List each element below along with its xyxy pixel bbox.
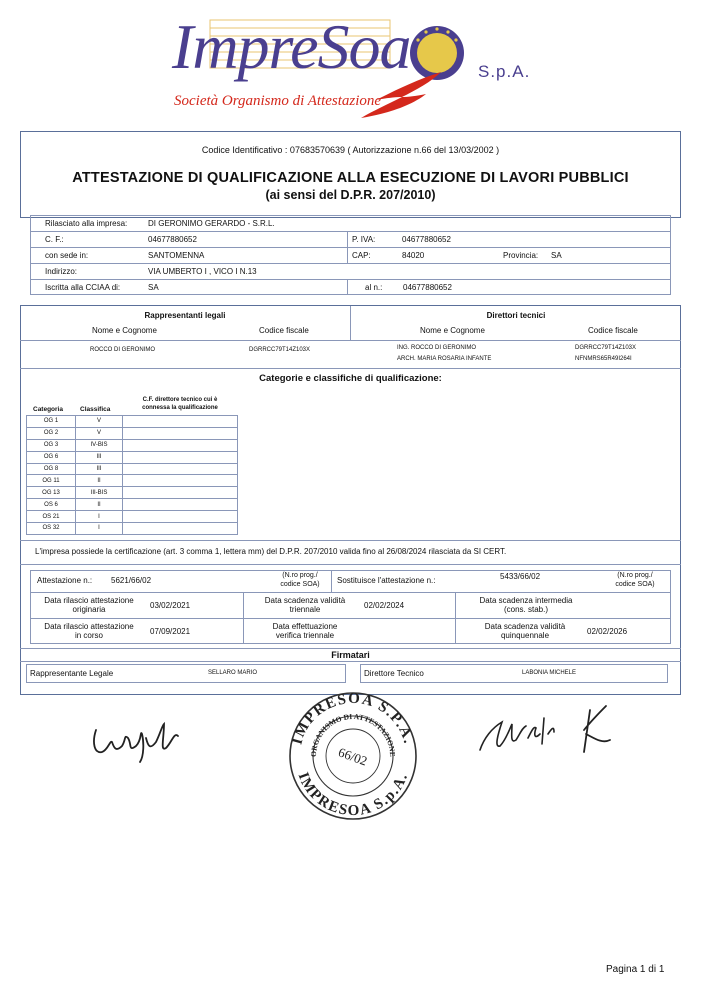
sede-label: con sede in:: [45, 251, 89, 260]
cat-cell: OS 21: [27, 511, 76, 523]
codice-identificativo: Codice Identificativo : 07683570639 ( Autorizzazione n.66 del 13/03/2002 ): [201, 145, 500, 155]
cat-cell: OG 6: [27, 451, 76, 463]
logo: [160, 10, 550, 120]
cls-cell: II: [76, 475, 123, 487]
direttore-cf-1: DGRRCC79T14Z103X: [575, 345, 637, 351]
cat-cell: OG 1: [27, 416, 76, 428]
categorie-table: [26, 415, 238, 535]
table-row: [27, 463, 238, 475]
cf-cell: [123, 523, 238, 535]
sostituisce-value: 5433/66/02: [500, 572, 541, 581]
col-categoria: Categoria: [33, 406, 63, 413]
direttori-col-cf: Codice fiscale: [588, 326, 638, 335]
rappresentanti-col-name: Nome e Cognome: [92, 326, 157, 335]
indirizzo-value: VIA UMBERTO I , VICO I N.13: [148, 267, 257, 276]
scad-inter-label-2: (cons. stab.): [503, 605, 548, 614]
cls-cell: I: [76, 511, 123, 523]
col-classifica: Classifica: [80, 406, 111, 413]
cls-cell: II: [76, 499, 123, 511]
cat-cell: OS 32: [27, 523, 76, 535]
nro-label-1: (N.ro prog./: [282, 572, 318, 579]
scad-quin-label-2: quinquennale: [500, 631, 550, 640]
cat-cell: OG 8: [27, 463, 76, 475]
page-number: Pagina 1 di 1: [606, 964, 665, 975]
rappresentante-name: ROCCO DI GERONIMO: [90, 347, 156, 353]
rilascio-orig-label-1: Data rilascio attestazione: [44, 596, 134, 605]
firmatario-rappr-label: Rappresentante Legale: [30, 669, 114, 678]
cat-cell: OS 6: [27, 499, 76, 511]
nro2-label-1: (N.ro prog./: [617, 572, 653, 579]
verifica-label-1: Data effettuazione: [272, 622, 338, 631]
cf-cell: [123, 463, 238, 475]
sede-value: SANTOMENNA: [148, 251, 205, 260]
cf-label: C. F.:: [45, 235, 64, 244]
cf-value: 04677880652: [148, 235, 197, 244]
firmatario-rappr-value: SELLARO MARIO: [208, 670, 258, 676]
sostituisce-label: Sostituisce l'attestazione n.:: [337, 576, 436, 585]
rilascio-corso-label-2: in corso: [74, 631, 103, 640]
rilascio-orig-label-2: originaria: [72, 605, 106, 614]
stamp-inner-text: ORGANISMO DI ATTESTAZIONE: [308, 711, 398, 758]
attestazione-num-label: Attestazione n.:: [37, 576, 93, 585]
signature-right: [474, 700, 624, 770]
direttori-col-name: Nome e Cognome: [420, 326, 485, 335]
cat-cell: OG 2: [27, 427, 76, 439]
firmatari-title: Firmatari: [331, 650, 370, 660]
table-row: [27, 427, 238, 439]
scad-quin-value: 02/02/2026: [587, 627, 628, 636]
cf-cell: [123, 451, 238, 463]
cls-cell: V: [76, 427, 123, 439]
logo-subtitle: Società Organismo di Attestazione: [174, 93, 382, 109]
direttori-title: Direttori tecnici: [486, 311, 546, 320]
cat-cell: OG 11: [27, 475, 76, 487]
indirizzo-label: Indirizzo:: [45, 267, 78, 276]
piva-value: 04677880652: [402, 235, 451, 244]
table-row: [27, 451, 238, 463]
col-cf-line1: C.F. direttore tecnico cui è: [142, 397, 218, 403]
direttore-name-1: ING. ROCCO DI GERONIMO: [397, 345, 477, 351]
rilasciato-label: Rilasciato alla impresa:: [45, 219, 128, 228]
page-subtitle: (ai sensi del D.P.R. 207/2010): [265, 188, 436, 202]
cciaa-label: Iscritta alla CCIAA di:: [45, 283, 121, 292]
signature-left: [88, 712, 188, 767]
cat-cell: OG 3: [27, 439, 76, 451]
cf-cell: [123, 416, 238, 428]
scad-trien-value: 02/02/2024: [364, 601, 405, 610]
certificazione-text: L'impresa possiede la certificazione (art. 3 comma 1, lettera mm) del D.P.R. 207/2010 valida fino al 26/08/2024 rilasciata da SI CERT.: [35, 547, 507, 556]
cciaa-value: SA: [148, 283, 159, 292]
page-title: ATTESTAZIONE DI QUALIFICAZIONE ALLA ESECUZIONE DI LAVORI PUBBLICI: [72, 170, 629, 186]
col-cf-line2: connessa la qualificazione: [142, 405, 218, 411]
cf-cell: [123, 511, 238, 523]
svg-text:IMPRESOA S.p.A.: [295, 770, 412, 819]
table-row: [27, 487, 238, 499]
cat-cell: OG 13: [27, 487, 76, 499]
cap-label: CAP:: [352, 251, 371, 260]
cf-cell: [123, 427, 238, 439]
rilascio-corso-label-1: Data rilascio attestazione: [44, 622, 134, 631]
table-row: [27, 499, 238, 511]
scad-inter-label-1: Data scadenza intermedia: [479, 596, 573, 605]
cls-cell: III: [76, 463, 123, 475]
table-row: [27, 511, 238, 523]
firmatario-dirett-value: LABONIA MICHELE: [522, 670, 577, 676]
stamp-bottom-text: IMPRESOA S.p.A.: [294, 770, 412, 820]
categorie-title: Categorie e classifiche di qualificazione:: [259, 373, 442, 384]
table-row: [27, 475, 238, 487]
rilasciato-value: DI GERONIMO GERARDO - S.R.L.: [148, 219, 275, 228]
direttore-name-2: ARCH. MARIA ROSARIA INFANTE: [397, 356, 492, 362]
logo-spa: S.p.A.: [478, 62, 531, 81]
stamp-center-text: 66/02: [336, 744, 370, 769]
attestazione-num-value: 5621/66/02: [111, 576, 152, 585]
provincia-value: SA: [551, 251, 562, 260]
nro-label-2: codice SOA): [280, 581, 320, 588]
verifica-label-2: verifica triennale: [275, 631, 335, 640]
rappresentanti-col-cf: Codice fiscale: [259, 326, 309, 335]
aln-label: al n.:: [365, 283, 383, 292]
cf-cell: [123, 487, 238, 499]
scad-trien-label-2: triennale: [289, 605, 321, 614]
cf-cell: [123, 439, 238, 451]
scad-quin-label-1: Data scadenza validità: [484, 622, 566, 631]
cf-cell: [123, 475, 238, 487]
company-stamp: [286, 690, 420, 822]
rilascio-corso-value: 07/09/2021: [150, 627, 191, 636]
provincia-label: Provincia:: [503, 251, 539, 260]
firmatario-dirett-label: Direttore Tecnico: [364, 669, 424, 678]
rappresentante-cf: DGRRCC79T14Z103X: [249, 347, 311, 353]
stamp-top-text: IMPRESOA S.P.A.: [289, 690, 417, 747]
cf-cell: [123, 499, 238, 511]
nro2-label-2: codice SOA): [615, 581, 655, 588]
logo-brand: ImpreSoa: [172, 11, 411, 82]
cls-cell: I: [76, 523, 123, 535]
direttore-cf-2: NFNMRS65R49I264I: [575, 356, 632, 362]
rappresentanti-title: Rappresentanti legali: [144, 311, 226, 320]
aln-value: 04677880652: [403, 283, 452, 292]
rilascio-orig-value: 03/02/2021: [150, 601, 191, 610]
table-row: [27, 416, 238, 428]
scad-trien-label-1: Data scadenza validità: [264, 596, 346, 605]
cap-value: 84020: [402, 251, 425, 260]
table-row: [27, 523, 238, 535]
piva-label: P. IVA:: [352, 235, 376, 244]
cls-cell: III-BIS: [76, 487, 123, 499]
cls-cell: IV-BIS: [76, 439, 123, 451]
table-row: [27, 439, 238, 451]
cls-cell: III: [76, 451, 123, 463]
cls-cell: V: [76, 416, 123, 428]
